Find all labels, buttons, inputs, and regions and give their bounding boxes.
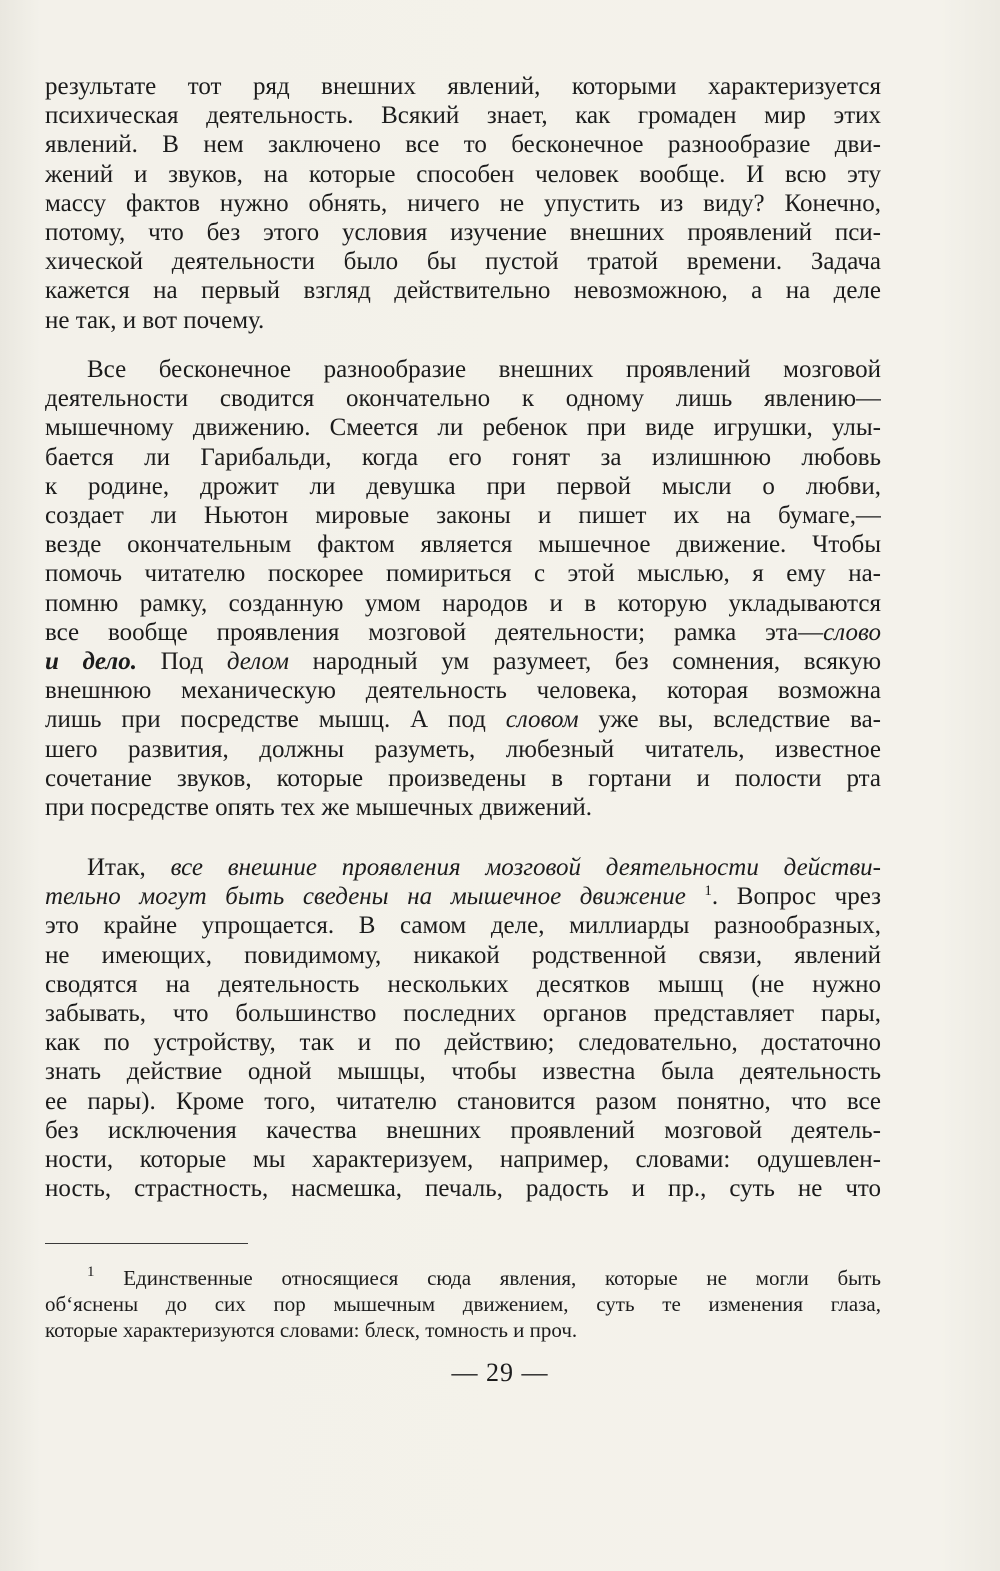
text-fragment: все вообще проявления мозговой деятельности; рамка эта— [45, 618, 824, 646]
text-fragment: лишь при посредстве мышц. А под [45, 706, 506, 734]
text-line: к родине, дрожит ли девушка при первой мысли о любви, [45, 472, 881, 500]
text-line: кажется на первый взгляд действительно невозможною, а на деле [45, 277, 881, 305]
footnote-marker: 1 [87, 1265, 95, 1280]
text-fragment: уже вы, вследствие ва- [578, 706, 881, 734]
text-line: внешнюю механическую деятельность человека, которая возможна [45, 677, 881, 705]
text-line: хической деятельности было бы пустой тратой времени. Задача [45, 248, 881, 276]
text-line: жений и звуков, на которые способен человек вообще. И всю эту [45, 160, 881, 188]
italic-term-slovo: слово [823, 618, 881, 646]
italic-term-i-delo: и дело. [45, 648, 137, 676]
text-line: создает ли Ньютон мировые законы и пишет их на бумаге,— [45, 502, 881, 530]
paragraph-2-text [45, 355, 881, 822]
text-line: как по устройству, так и по действию; следовательно, достаточно [45, 1029, 881, 1057]
text-line: знать действие одной мышцы, чтобы известна была деятельность [45, 1058, 881, 1086]
text-line: забывать, что большинство последних органов представляет пары, [45, 1000, 881, 1028]
italic-emphasis: тельно могут быть сведены на мышечное движение [45, 883, 686, 911]
footnote-text: Единственные относящиеся сюда явления, которые не могли быть [94, 1266, 881, 1290]
text-line: шего развития, должны разуметь, любезный читатель, известное [45, 735, 881, 763]
italic-emphasis: все внешние проявления мозговой деятельности действи- [170, 854, 881, 881]
footnote-line: об‘яснены до сих пор мышечным движением, суть те изменения глаза, [45, 1292, 881, 1316]
text-line: помню рамку, созданную умом народов и в которую укладываются [45, 589, 881, 617]
text-line: ность, страстность, насмешка, печаль, радость и пр., суть не что [45, 1175, 881, 1203]
footnote-divider [45, 1243, 248, 1244]
text-line: деятельности сводится окончательно к одному лишь явлению— [45, 385, 881, 413]
footnote-reference[interactable]: 1 [704, 883, 712, 900]
paragraph-2 [45, 355, 881, 822]
paragraph-3-text [45, 853, 881, 1203]
text-line: ее пары). Кроме того, читателю становится разом понятно, что все [45, 1087, 881, 1115]
paragraph-1-text [45, 72, 881, 335]
footnote-line: которые характеризуются словами: блеск, томность и проч. [45, 1318, 578, 1342]
text-line: не имеющих, повидимому, никакой родственной связи, явлений [45, 941, 881, 969]
text-line: помочь читателю поскорее помириться с этой мыслью, я ему на- [45, 560, 881, 588]
text-line: массу фактов нужно обнять, ничего не упустить из виду? Конечно, [45, 189, 881, 217]
text-line: потому, что без этого условия изучение внешних проявлений пси- [45, 219, 881, 247]
text-line: мышечному движению. Смеется ли ребенок при виде игрушки, улы- [45, 414, 881, 442]
text-line: психическая деятельность. Всякий знает, как громаден мир этих [45, 102, 881, 130]
text-line: при посредстве опять тех же мышечных движений. [45, 794, 592, 822]
text-line: сочетание звуков, которые произведены в гортани и полости рта [45, 764, 881, 792]
text-fragment: . Вопрос чрез [711, 883, 881, 911]
text-line: результате тот ряд внешних явлений, которыми характеризуется [45, 73, 881, 100]
italic-term-delom: делом [226, 648, 289, 676]
text-fragment: народный ум разумеет, без сомнения, всякую [288, 648, 881, 676]
text-fragment: Итак, [87, 854, 171, 881]
text-fragment: Под [137, 648, 227, 676]
paragraph-1 [45, 72, 881, 335]
text-line: сводятся на деятельность нескольких десятков мышц (не нужно [45, 970, 881, 998]
text-line [45, 618, 881, 647]
paragraph-3 [45, 853, 881, 1203]
text-line [45, 853, 881, 882]
page-number: — 29 — [451, 1358, 549, 1387]
text-line [45, 705, 881, 734]
text-line: везде окончательным фактом является мышечное движение. Чтобы [45, 531, 881, 559]
text-line: Все бесконечное разнообразие внешних проявлений мозговой [87, 356, 881, 383]
text-line: явлений. В нем заключено все то бесконечное разнообразие дви- [45, 131, 881, 159]
italic-term-slovom: словом [505, 706, 579, 734]
text-line: это крайне упрощается. В самом деле, миллиарды разнообразных, [45, 912, 881, 940]
text-line: бается ли Гарибальди, когда его гонят за излишнюю любовь [45, 443, 881, 471]
footnote [45, 1265, 881, 1343]
text-line: без исключения качества внешних проявлений мозговой деятель- [45, 1116, 881, 1144]
text-line: не так, и вот почему. [45, 306, 265, 334]
footnote-line [45, 1265, 881, 1291]
text-line [45, 647, 881, 676]
text-line: ности, которые мы характеризуем, например, словами: одушевлен- [45, 1146, 881, 1174]
text-line [45, 882, 881, 911]
